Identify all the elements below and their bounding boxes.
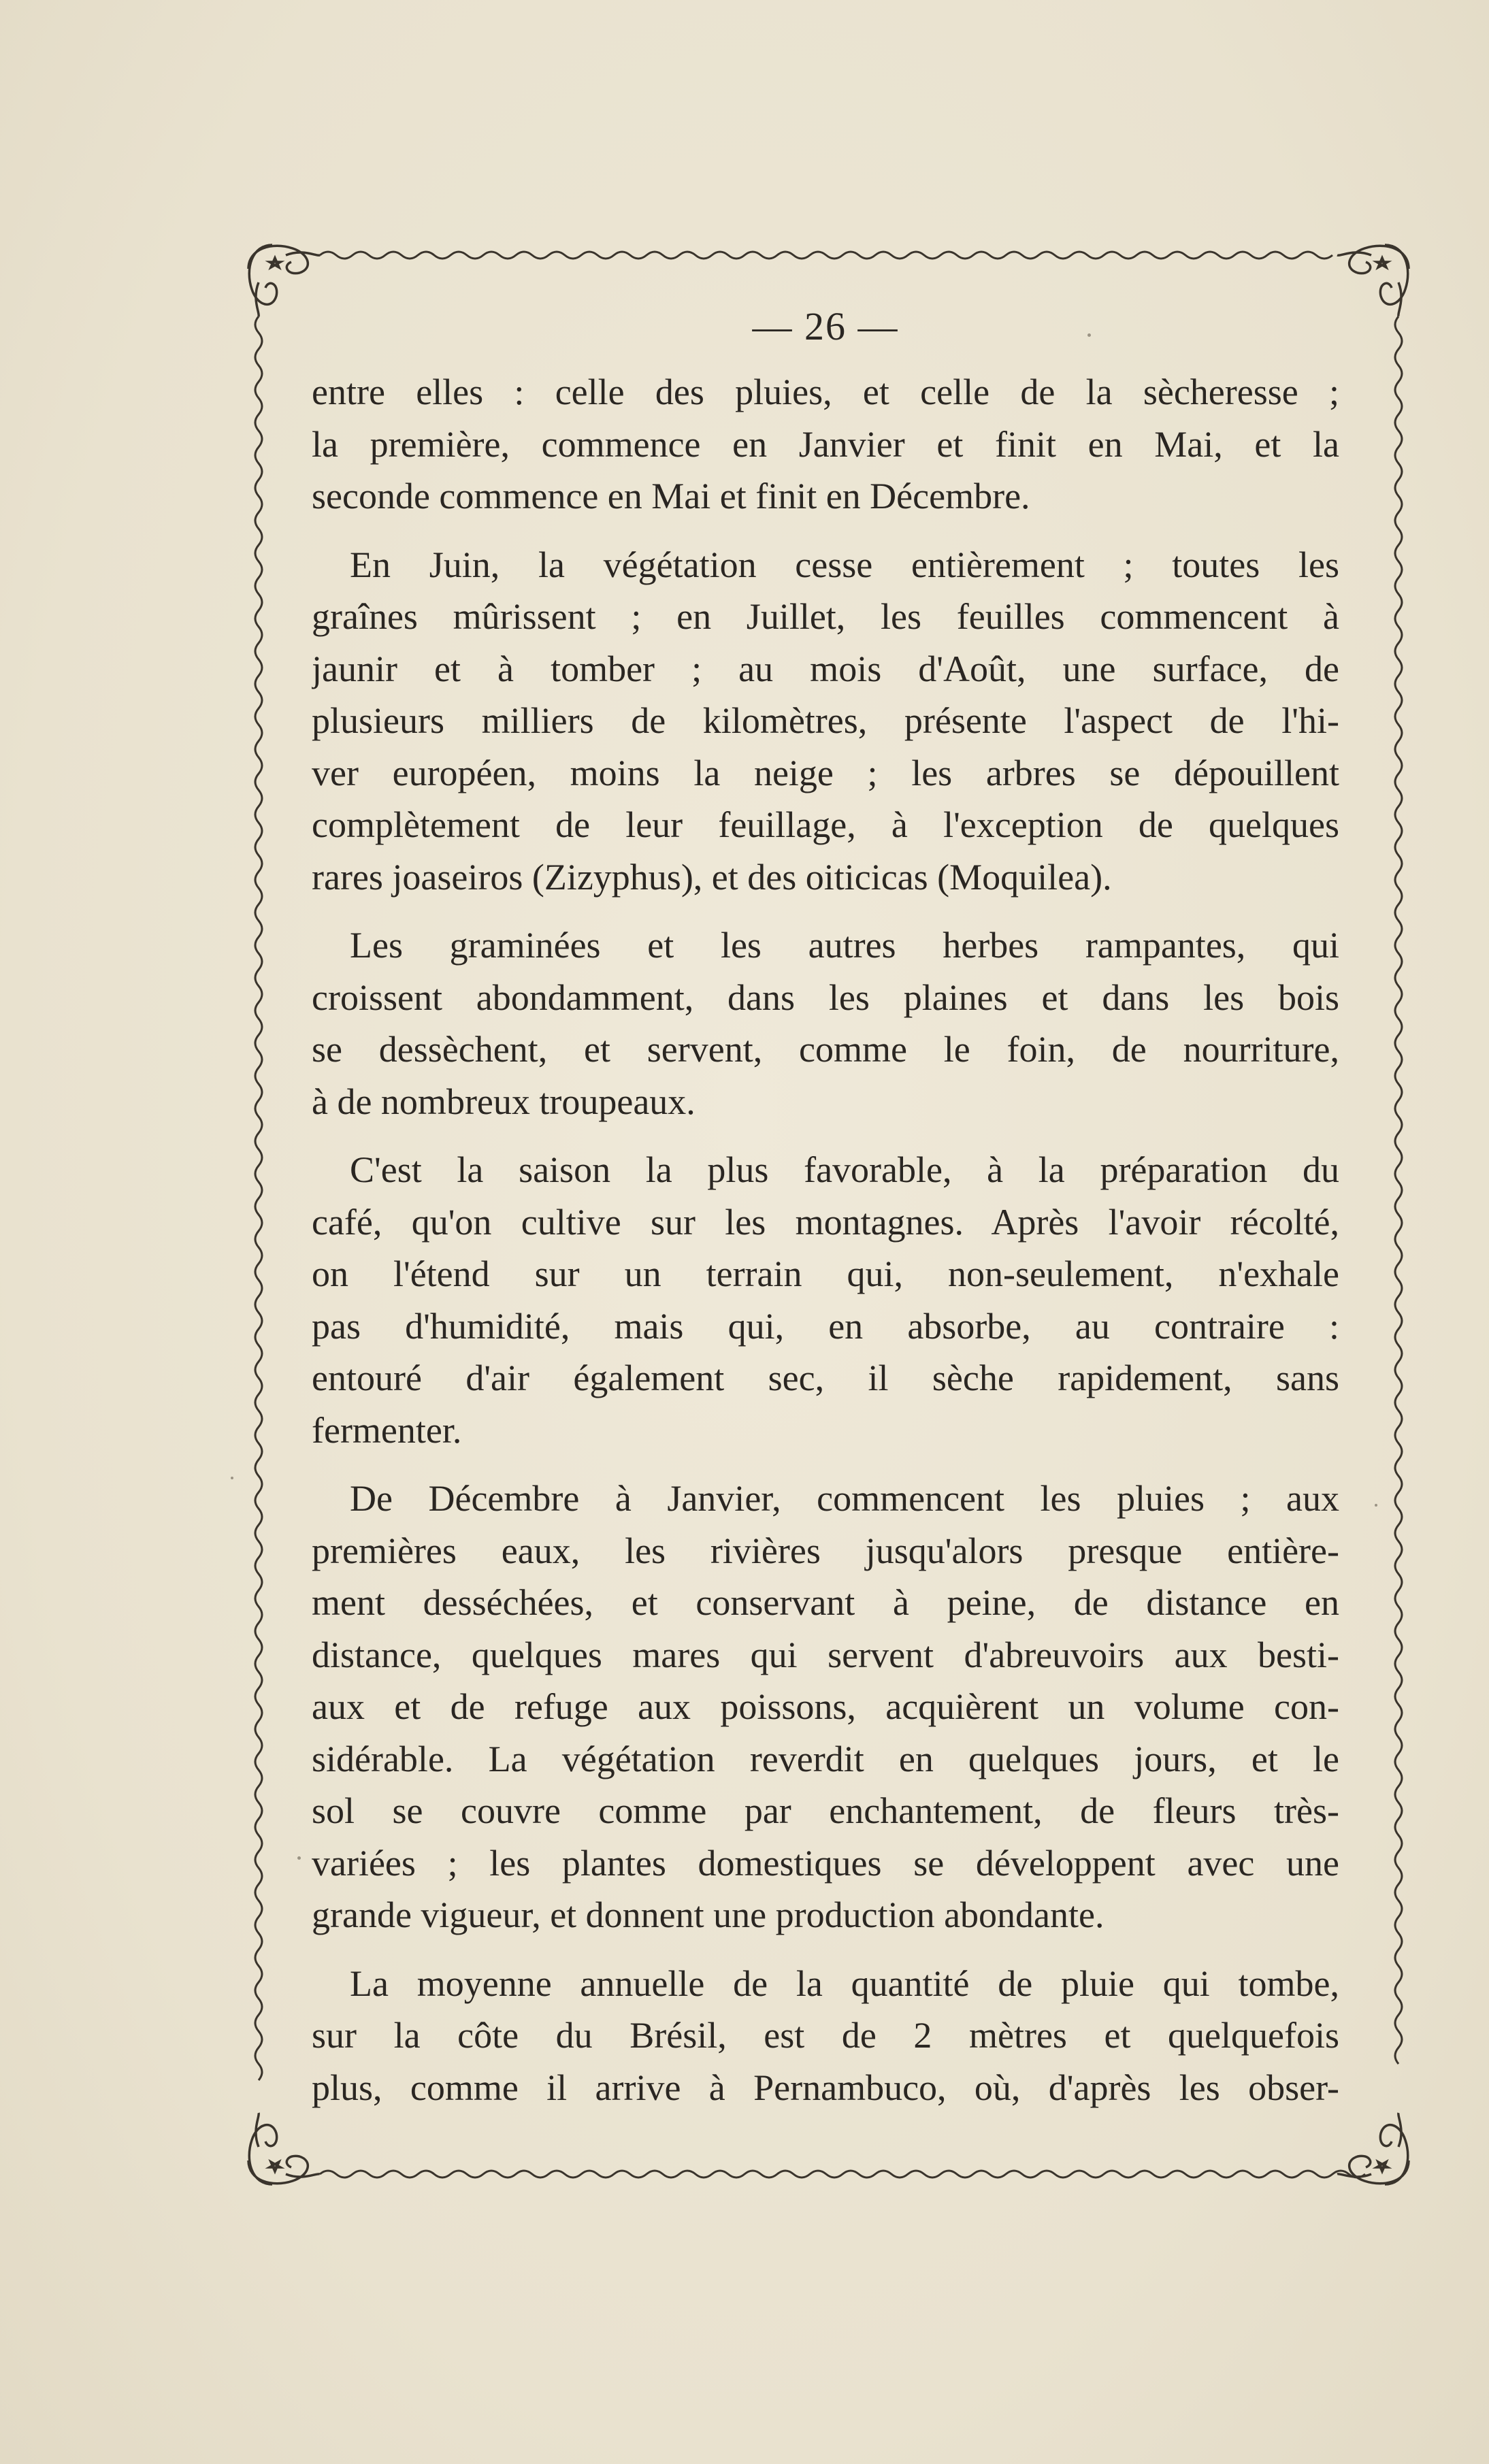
text-line: grande vigueur, et donnent une production abondante.	[312, 1894, 1105, 1935]
corner-flourish-top-right	[1337, 245, 1409, 316]
text-line: premières eaux, les rivières jusqu'alors presque entière-	[312, 1530, 1339, 1571]
text-line: café, qu'on cultive sur les montagnes. Après l'avoir récolté,	[312, 1201, 1339, 1243]
text-line: aux et de refuge aux poissons, acquièrent un volume con-	[312, 1686, 1339, 1727]
bottom-wavy-rule	[320, 2171, 1365, 2178]
text-line: plus, comme il arrive à Pernambuco, où, d'après les obser-	[312, 2067, 1339, 2108]
text-line: ment desséchées, et conservant à peine, de distance en	[312, 1582, 1339, 1623]
text-line: croissent abondamment, dans les plaines et dans les bois	[312, 976, 1339, 1018]
text-line: sol se couvre comme par enchantement, de fleurs très-	[312, 1790, 1339, 1831]
text-line: variées ; les plantes domestiques se développent avec une	[312, 1842, 1339, 1884]
text-line: ver européen, moins la neige ; les arbres se dépouillent	[312, 752, 1339, 793]
text-line: à de nombreux troupeaux.	[312, 1081, 696, 1122]
text-line: pas d'humidité, mais qui, en absorbe, au contraire :	[312, 1305, 1339, 1347]
text-line: La moyenne annuelle de la quantité de pluie qui tombe,	[350, 1962, 1339, 2004]
paragraph-3	[312, 919, 1339, 1128]
text-line: entre elles : celle des pluies, et celle de la sècheresse ;	[312, 372, 1339, 412]
text-line: graînes mûrissent ; en Juillet, les feuilles commencent à	[312, 596, 1339, 637]
text-line: En Juin, la végétation cesse entièrement ; toutes les	[350, 544, 1339, 585]
text-line: entouré d'air également sec, il sèche rapidement, sans	[312, 1358, 1339, 1398]
text-line: se dessèchent, et servent, comme le foin, de nourriture,	[312, 1029, 1339, 1070]
paragraph-6	[312, 1958, 1339, 2114]
paragraph-2	[312, 539, 1339, 904]
text-line: on l'étend sur un terrain qui, non-seulement, n'exhale	[312, 1253, 1339, 1294]
page-text	[312, 299, 1339, 2123]
text-line: rares joaseiros (Zizyphus), et des oiticicas (Moquilea).	[312, 856, 1112, 898]
text-line: plusieurs milliers de kilomètres, présente l'aspect de l'hi-	[312, 700, 1339, 741]
text-line: complètement de leur feuillage, à l'exception de quelques	[312, 804, 1339, 845]
top-wavy-rule	[320, 252, 1332, 259]
text-line: Les graminées et les autres herbes rampantes, qui	[350, 925, 1339, 966]
text-line: sidérable. La végétation reverdit en quelques jours, et le	[312, 1738, 1339, 1779]
text-line: distance, quelques mares qui servent d'abreuvoirs aux besti-	[312, 1634, 1339, 1675]
text-line: sur la côte du Brésil, est de 2 mètres et quelquefois	[312, 2015, 1339, 2056]
text-line: C'est la saison la plus favorable, à la préparation du	[350, 1149, 1339, 1190]
text-line: seconde commence en Mai et finit en Décembre.	[312, 476, 1030, 516]
paragraph-1	[312, 366, 1339, 523]
corner-flourish-bottom-left	[248, 2113, 320, 2184]
paragraph-4	[312, 1144, 1339, 1456]
text-line: fermenter.	[312, 1409, 462, 1451]
text-line: la première, commence en Janvier et finit en Mai, et la	[312, 423, 1339, 465]
corner-flourish-top-left	[248, 245, 320, 316]
text-line: jaunir et à tomber ; au mois d'Août, une surface, de	[312, 648, 1339, 689]
right-wavy-rule	[1395, 316, 1402, 2064]
text-line: De Décembre à Janvier, commencent les pluies ; aux	[350, 1478, 1339, 1519]
page-number: — 26 —	[752, 304, 899, 348]
paragraph-5	[312, 1473, 1339, 1941]
left-wavy-rule	[255, 316, 262, 2080]
